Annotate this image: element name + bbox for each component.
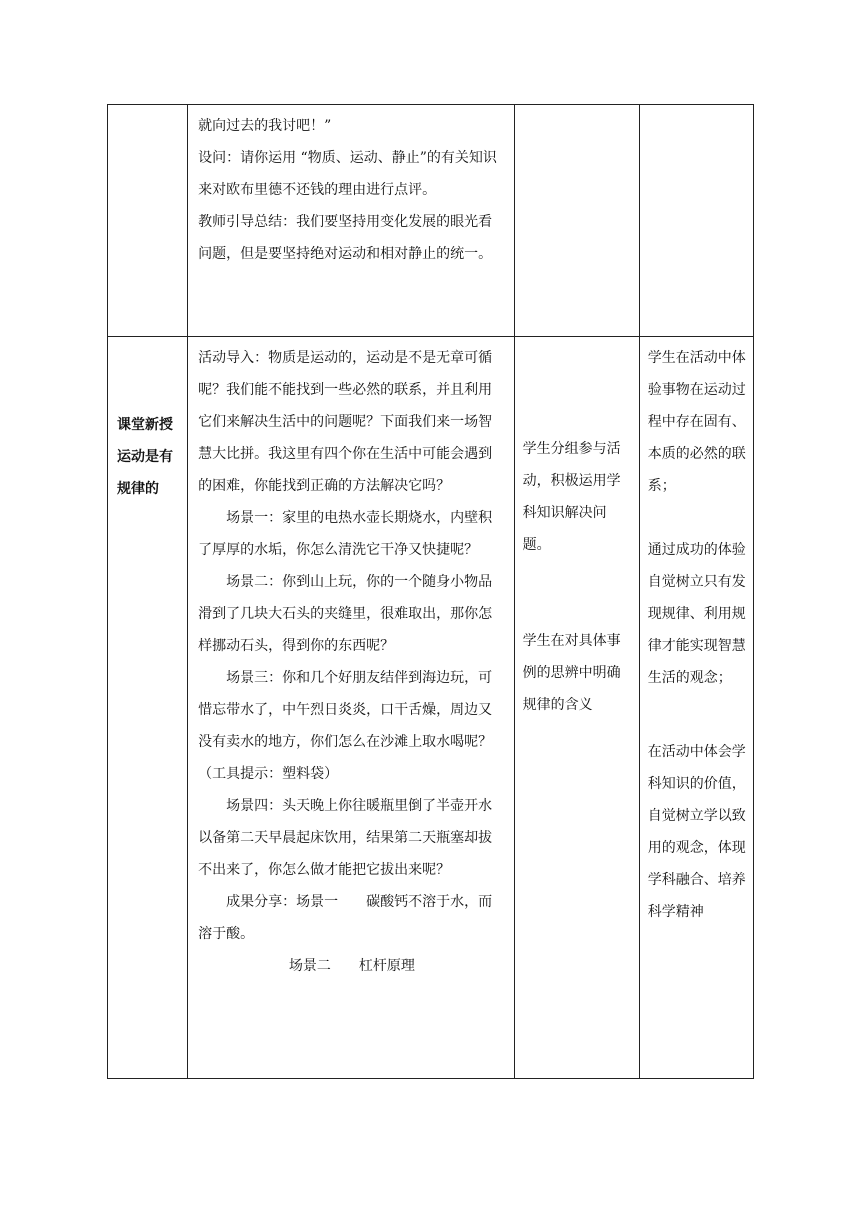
lesson-plan-table xyxy=(107,104,754,1079)
activity-intro: 活动导入：物质是运动的，运动是不是无章可循呢？我们能不能找到一些必然的联系，并且利用它们来解决生活中的问题呢？下面我们来一场智慧大比拼。我这里有四个你在生活中可能会遇到的困难，你能找到正确的方法解决它吗？ xyxy=(198,350,493,494)
table-row xyxy=(108,337,754,1079)
stage-cell xyxy=(108,337,188,1079)
student-activity-cell xyxy=(514,337,639,1079)
teacher-activity-cell xyxy=(188,337,515,1079)
design-intent-1: 学生在活动中体验事物在运动过程中存在固有、本质的必然的联系； xyxy=(647,350,746,494)
scene-one: 场景一：家里的电热水壶长期烧水，内壁积了厚厚的水垢，你怎么清洗它干净又快捷呢？ xyxy=(198,510,493,558)
design-intent-cell xyxy=(639,337,753,1079)
result-share: 成果分享：场景一 碳酸钙不溶于水，而溶于酸。 xyxy=(198,894,493,942)
stage-label: 规律的 xyxy=(117,481,159,497)
scene-four: 场景四：头天晚上你往暖瓶里倒了半壶开水以备第二天早晨起床饮用，结果第二天瓶塞却拔不出来了，你怎么做才能把它拔出来呢？ xyxy=(198,798,493,878)
student-activity-2: 学生在对具体事例的思辨中明确规律的含义 xyxy=(522,633,621,713)
table-row xyxy=(108,105,754,337)
paragraph: 就向过去的我讨吧！” xyxy=(198,118,332,134)
design-intent-2: 通过成功的体验自觉树立只有发现规律、利用规律才能实现智慧生活的观念； xyxy=(647,542,746,686)
student-activity-cell-empty xyxy=(514,105,639,337)
result-share-2: 场景二 杠杆原理 xyxy=(288,958,415,974)
scene-two: 场景二：你到山上玩，你的一个随身小物品滑到了几块大石头的夹缝里，很难取出，那你怎样挪动石头，得到你的东西呢？ xyxy=(198,574,493,654)
stage-label: 课堂新授 xyxy=(117,417,173,433)
paragraph: 教师引导总结：我们要坚持用变化发展的眼光看问题，但是要坚持绝对运动和相对静止的统一。 xyxy=(198,214,493,262)
stage-cell-empty xyxy=(108,105,188,337)
design-intent-3: 在活动中体会学科知识的价值，自觉树立学以致用的观念，体现学科融合、培养科学精神 xyxy=(647,744,746,920)
design-intent-cell-empty xyxy=(639,105,753,337)
stage-label: 运动是有 xyxy=(117,449,173,465)
teacher-activity-cell xyxy=(188,105,515,337)
scene-three: 场景三：你和几个好朋友结伴到海边玩，可惜忘带水了，中午烈日炎炎，口干舌燥，周边又没有卖水的地方，你们怎么在沙滩上取水喝呢？（工具提示：塑料袋） xyxy=(198,670,493,782)
paragraph: 设问：请你运用 “物质、运动、静止”的有关知识来对欧布里德不还钱的理由进行点评。 xyxy=(198,150,497,198)
student-activity-1: 学生分组参与活动，积极运用学科知识解决问题。 xyxy=(522,441,621,553)
